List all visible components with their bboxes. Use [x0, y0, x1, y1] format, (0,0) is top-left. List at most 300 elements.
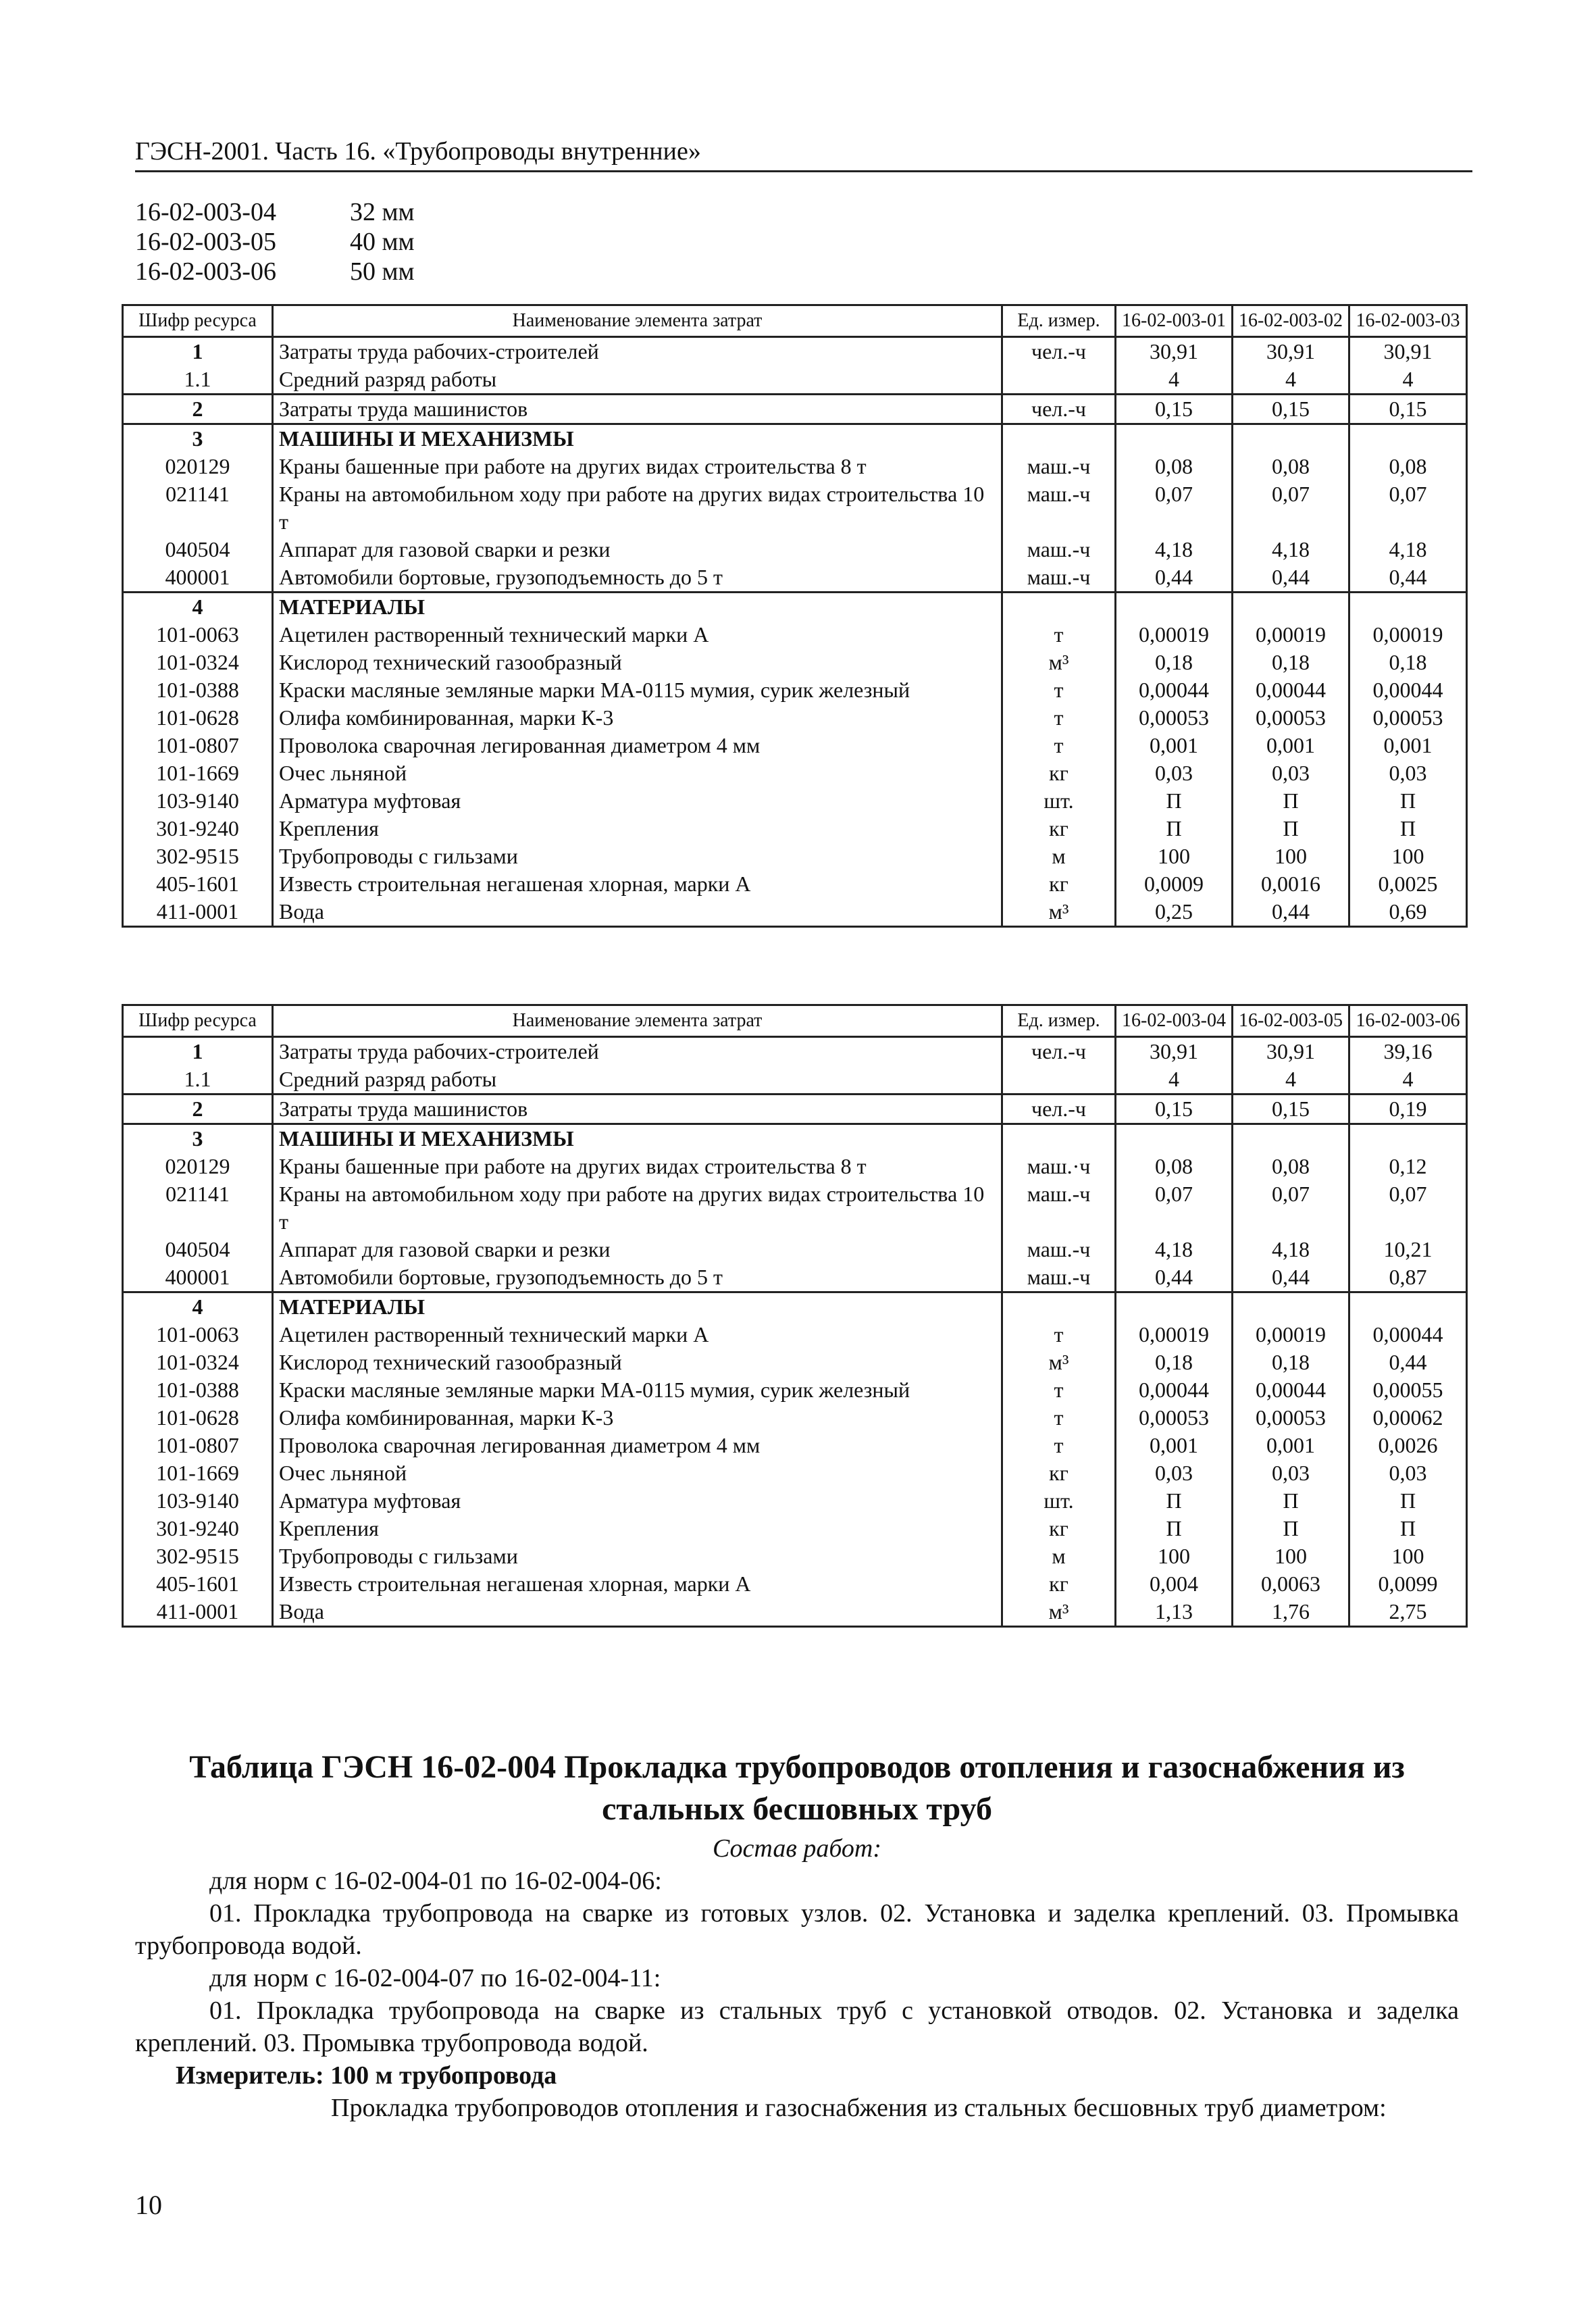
table-row	[123, 759, 1467, 787]
value-cell	[1116, 593, 1233, 622]
resource-name: Кислород технический газообразный	[273, 1349, 1002, 1376]
value-cell: П	[1116, 1487, 1233, 1515]
header-name: Наименование элемента затрат	[273, 1005, 1002, 1037]
value-cell: 0,00019	[1233, 621, 1349, 649]
value-cell: 1,76	[1233, 1598, 1349, 1627]
unit-cell: м³	[1002, 649, 1116, 676]
unit-cell: м³	[1002, 1349, 1116, 1376]
value-cell: 39,16	[1349, 1037, 1467, 1066]
unit-cell: чел.-ч	[1002, 337, 1116, 366]
table-row	[123, 1542, 1467, 1570]
header-norm: 16-02-003-05	[1233, 1005, 1349, 1037]
table-row	[123, 480, 1467, 536]
resource-code: 4	[123, 593, 273, 622]
resource-name: Известь строительная негашеная хлорная, марки А	[273, 870, 1002, 898]
resource-code: 1	[123, 337, 273, 366]
resource-name: Ацетилен растворенный технический марки А	[273, 1321, 1002, 1349]
value-cell: 0,0025	[1349, 870, 1467, 898]
value-cell: 4	[1349, 1065, 1467, 1095]
section-body	[135, 1865, 1459, 2124]
unit-cell: т	[1002, 1432, 1116, 1459]
value-cell: 0,00044	[1233, 676, 1349, 704]
unit-cell: шт.	[1002, 1487, 1116, 1515]
value-cell: 0,03	[1233, 759, 1349, 787]
value-cell: 100	[1116, 1542, 1233, 1570]
table-row	[123, 898, 1467, 927]
value-cell: 0,00044	[1116, 676, 1233, 704]
resource-code: 101-0807	[123, 732, 273, 759]
value-cell: 0,87	[1349, 1263, 1467, 1292]
value-cell: 0,00044	[1116, 1376, 1233, 1404]
value-cell: 0,00053	[1349, 704, 1467, 732]
resource-name: Автомобили бортовые, грузоподъемность до 5 т	[273, 563, 1002, 593]
value-cell: 0,00055	[1349, 1376, 1467, 1404]
resource-code: 411-0001	[123, 1598, 273, 1627]
diameter-item	[135, 257, 415, 286]
unit-cell	[1002, 424, 1116, 453]
resource-code: 1	[123, 1037, 273, 1066]
table-row	[123, 1321, 1467, 1349]
meter-label: Измеритель: 100 м трубопровода	[176, 2061, 557, 2090]
table-row	[123, 1236, 1467, 1263]
table-row	[123, 337, 1467, 366]
value-cell: 0,00044	[1349, 1321, 1467, 1349]
value-cell: 0,08	[1349, 453, 1467, 480]
resource-code: 103-9140	[123, 787, 273, 815]
value-cell: 0,08	[1233, 453, 1349, 480]
resource-code: 302-9515	[123, 842, 273, 870]
value-cell: 100	[1116, 842, 1233, 870]
value-cell: 4	[1233, 366, 1349, 395]
value-cell	[1116, 1292, 1233, 1322]
value-cell: 30,91	[1233, 1037, 1349, 1066]
value-cell: П	[1233, 815, 1349, 842]
table-row	[123, 1180, 1467, 1236]
resource-code: 2	[123, 395, 273, 424]
value-cell	[1116, 1124, 1233, 1153]
work-composition-2: 01. Прокладка трубопровода на сварке из стальных труб с установкой отводов. 02. Установка и заделка креплений. 03. Промывка трубопровода водой.	[135, 1996, 1459, 2057]
page-header: ГЭСН-2001. Часть 16. «Трубопроводы внутренние»	[135, 135, 1472, 172]
unit-cell: маш.-ч	[1002, 536, 1116, 563]
value-cell: 0,08	[1233, 1153, 1349, 1180]
unit-cell: м³	[1002, 1598, 1116, 1627]
table-row	[123, 815, 1467, 842]
value-cell: 2,75	[1349, 1598, 1467, 1627]
resource-code: 302-9515	[123, 1542, 273, 1570]
resource-name: Трубопроводы с гильзами	[273, 842, 1002, 870]
value-cell: 0,44	[1349, 1349, 1467, 1376]
header-unit: Ед. измер.	[1002, 305, 1116, 337]
unit-cell: кг	[1002, 870, 1116, 898]
table-row	[123, 366, 1467, 395]
value-cell: 0,001	[1116, 1432, 1233, 1459]
table-row	[123, 621, 1467, 649]
table-header-row	[123, 1005, 1467, 1037]
value-cell: 30,91	[1233, 337, 1349, 366]
table-row	[123, 536, 1467, 563]
resource-code: 101-0807	[123, 1432, 273, 1459]
value-cell	[1233, 424, 1349, 453]
value-cell: 4,18	[1116, 1236, 1233, 1263]
value-cell	[1349, 424, 1467, 453]
section-title: Таблица ГЭСН 16-02-004 Прокладка трубопроводов отопления и газоснабжения из стальных бесшовных труб	[189, 1749, 1405, 1827]
value-cell: 0,001	[1349, 732, 1467, 759]
value-cell: 0,03	[1116, 759, 1233, 787]
resource-code: 101-0324	[123, 1349, 273, 1376]
value-cell: 1,13	[1116, 1598, 1233, 1627]
value-cell: П	[1349, 787, 1467, 815]
table-row	[123, 453, 1467, 480]
value-cell: 0,69	[1349, 898, 1467, 927]
resource-code: 3	[123, 424, 273, 453]
table-row	[123, 1153, 1467, 1180]
value-cell: 0,00019	[1116, 621, 1233, 649]
table-row	[123, 704, 1467, 732]
resource-name: Ацетилен растворенный технический марки А	[273, 621, 1002, 649]
unit-cell: маш.-ч	[1002, 1263, 1116, 1292]
value-cell: 0,00053	[1116, 1404, 1233, 1432]
diameter-item	[135, 227, 415, 257]
unit-cell: т	[1002, 1321, 1116, 1349]
value-cell: 30,91	[1116, 337, 1233, 366]
unit-cell: чел.-ч	[1002, 395, 1116, 424]
resource-name: МАШИНЫ И МЕХАНИЗМЫ	[273, 1124, 1002, 1153]
unit-cell: т	[1002, 676, 1116, 704]
unit-cell: маш.-ч	[1002, 563, 1116, 593]
table-body	[123, 1037, 1467, 1627]
resource-name: Проволока сварочная легированная диаметром 4 мм	[273, 732, 1002, 759]
table-body	[123, 337, 1467, 927]
table-row	[123, 1095, 1467, 1124]
resource-table-2	[122, 1004, 1468, 1628]
resource-code: 040504	[123, 1236, 273, 1263]
table-row	[123, 870, 1467, 898]
value-cell	[1233, 593, 1349, 622]
value-cell	[1233, 1124, 1349, 1153]
table-row	[123, 1037, 1467, 1066]
value-cell: 4	[1349, 366, 1467, 395]
table-row	[123, 1570, 1467, 1598]
value-cell: 100	[1233, 842, 1349, 870]
value-cell: 0,08	[1116, 453, 1233, 480]
unit-cell: маш.-ч	[1002, 480, 1116, 536]
table-row	[123, 842, 1467, 870]
value-cell: 4	[1116, 1065, 1233, 1095]
table-row	[123, 732, 1467, 759]
table-row	[123, 1376, 1467, 1404]
resource-name: Краны на автомобильном ходу при работе на других видах строительства 10 т	[273, 1180, 1002, 1236]
value-cell: 0,00044	[1349, 676, 1467, 704]
section-row	[123, 1292, 1467, 1322]
header-norm: 16-02-003-02	[1233, 305, 1349, 337]
resource-name: Средний разряд работы	[273, 366, 1002, 395]
value-cell: 0,00062	[1349, 1404, 1467, 1432]
value-cell: 0,07	[1116, 1180, 1233, 1236]
diameter-list	[135, 197, 415, 286]
resource-code: 021141	[123, 480, 273, 536]
resource-name: Вода	[273, 1598, 1002, 1627]
resource-code: 101-0628	[123, 1404, 273, 1432]
table-row	[123, 1459, 1467, 1487]
resource-code: 400001	[123, 1263, 273, 1292]
table-row	[123, 1349, 1467, 1376]
resource-code: 103-9140	[123, 1487, 273, 1515]
table-header-row	[123, 305, 1467, 337]
page-number: 10	[135, 2190, 162, 2220]
value-cell: 4	[1116, 366, 1233, 395]
unit-cell: кг	[1002, 759, 1116, 787]
resource-name: Олифа комбинированная, марки К-3	[273, 1404, 1002, 1432]
resource-name: Краны башенные при работе на других видах строительства 8 т	[273, 1153, 1002, 1180]
resource-code: 020129	[123, 1153, 273, 1180]
unit-cell: т	[1002, 704, 1116, 732]
resource-name: Затраты труда рабочих-строителей	[273, 1037, 1002, 1066]
table-row	[123, 1487, 1467, 1515]
resource-code: 101-0628	[123, 704, 273, 732]
header-norm: 16-02-003-06	[1349, 1005, 1467, 1037]
resource-code: 101-0063	[123, 1321, 273, 1349]
resource-name: Затраты труда рабочих-строителей	[273, 337, 1002, 366]
unit-cell	[1002, 1124, 1116, 1153]
resource-code: 3	[123, 1124, 273, 1153]
resource-name: Кислород технический газообразный	[273, 649, 1002, 676]
diameter-size: 50 мм	[350, 257, 415, 286]
composition-label: Состав работ:	[712, 1834, 882, 1863]
value-cell: 0,18	[1116, 649, 1233, 676]
work-composition-1: 01. Прокладка трубопровода на сварке из готовых узлов. 02. Установка и заделка креплений. 03. Промывка трубопровода водой.	[135, 1899, 1459, 1960]
value-cell: 0,03	[1349, 759, 1467, 787]
value-cell: П	[1349, 815, 1467, 842]
resource-code: 1.1	[123, 1065, 273, 1095]
resource-name: Аппарат для газовой сварки и резки	[273, 1236, 1002, 1263]
resource-name: Проволока сварочная легированная диаметром 4 мм	[273, 1432, 1002, 1459]
value-cell: 0,44	[1116, 563, 1233, 593]
value-cell: 0,44	[1116, 1263, 1233, 1292]
table-row	[123, 395, 1467, 424]
unit-cell: шт.	[1002, 787, 1116, 815]
value-cell: П	[1116, 787, 1233, 815]
value-cell: 100	[1233, 1542, 1349, 1570]
resource-code: 101-0063	[123, 621, 273, 649]
resource-name: Автомобили бортовые, грузоподъемность до 5 т	[273, 1263, 1002, 1292]
value-cell: 0,00053	[1116, 704, 1233, 732]
value-cell: 0,001	[1233, 732, 1349, 759]
value-cell: 0,00053	[1233, 1404, 1349, 1432]
resource-code: 301-9240	[123, 1515, 273, 1542]
value-cell: 0,15	[1233, 1095, 1349, 1124]
value-cell: 0,15	[1116, 395, 1233, 424]
header-code: Шифр ресурса	[123, 1005, 273, 1037]
resource-name: Крепления	[273, 1515, 1002, 1542]
resource-name: Очес льняной	[273, 759, 1002, 787]
resource-name: Краны на автомобильном ходу при работе на других видах строительства 10 т	[273, 480, 1002, 536]
unit-cell: кг	[1002, 1515, 1116, 1542]
unit-cell: маш.-ч	[1002, 1236, 1116, 1263]
norms-range-2: для норм с 16-02-004-07 по 16-02-004-11:	[209, 1964, 661, 1992]
value-cell: 0,44	[1233, 1263, 1349, 1292]
resource-name: МАТЕРИАЛЫ	[273, 1292, 1002, 1322]
value-cell: 4,18	[1349, 536, 1467, 563]
value-cell: 0,001	[1116, 732, 1233, 759]
table-row	[123, 1432, 1467, 1459]
value-cell: 0,03	[1233, 1459, 1349, 1487]
unit-cell	[1002, 593, 1116, 622]
unit-cell: кг	[1002, 815, 1116, 842]
value-cell	[1349, 1292, 1467, 1322]
resource-code: 405-1601	[123, 1570, 273, 1598]
unit-cell: маш.-ч	[1002, 1180, 1116, 1236]
resource-code: 4	[123, 1292, 273, 1322]
resource-code: 400001	[123, 563, 273, 593]
diameter-description: Прокладка трубопроводов отопления и газоснабжения из стальных бесшовных труб диаметром:	[331, 2094, 1387, 2122]
value-cell: 4,18	[1233, 1236, 1349, 1263]
resource-name: Затраты труда машинистов	[273, 395, 1002, 424]
value-cell: 0,0063	[1233, 1570, 1349, 1598]
value-cell: П	[1233, 1487, 1349, 1515]
value-cell: 4,18	[1233, 536, 1349, 563]
resource-name: Крепления	[273, 815, 1002, 842]
resource-code: 040504	[123, 536, 273, 563]
value-cell: П	[1116, 1515, 1233, 1542]
value-cell: 0,25	[1116, 898, 1233, 927]
resource-name: Известь строительная негашеная хлорная, марки А	[273, 1570, 1002, 1598]
header-norm: 16-02-003-03	[1349, 305, 1467, 337]
resource-code: 101-0388	[123, 1376, 273, 1404]
resource-code: 020129	[123, 453, 273, 480]
value-cell: 30,91	[1349, 337, 1467, 366]
value-cell: 0,19	[1349, 1095, 1467, 1124]
value-cell: 100	[1349, 842, 1467, 870]
table-row	[123, 1263, 1467, 1292]
unit-cell: т	[1002, 1404, 1116, 1432]
resource-name: МАШИНЫ И МЕХАНИЗМЫ	[273, 424, 1002, 453]
resource-name: Очес льняной	[273, 1459, 1002, 1487]
value-cell: 10,21	[1349, 1236, 1467, 1263]
unit-cell	[1002, 1292, 1116, 1322]
table-row	[123, 649, 1467, 676]
value-cell: 0,0016	[1233, 870, 1349, 898]
unit-cell: м	[1002, 842, 1116, 870]
diameter-code: 16-02-003-06	[135, 257, 276, 286]
value-cell: 30,91	[1116, 1037, 1233, 1066]
resource-code: 101-1669	[123, 1459, 273, 1487]
resource-code: 101-0324	[123, 649, 273, 676]
resource-code: 021141	[123, 1180, 273, 1236]
value-cell: 0,18	[1233, 1349, 1349, 1376]
section-row	[123, 1124, 1467, 1153]
diameter-code: 16-02-003-05	[135, 228, 276, 256]
norms-range-1: для норм с 16-02-004-01 по 16-02-004-06:	[209, 1867, 662, 1895]
value-cell: 0,0009	[1116, 870, 1233, 898]
resource-code: 2	[123, 1095, 273, 1124]
resource-code: 405-1601	[123, 870, 273, 898]
unit-cell: м	[1002, 1542, 1116, 1570]
table-row	[123, 787, 1467, 815]
unit-cell: кг	[1002, 1459, 1116, 1487]
resource-name: Трубопроводы с гильзами	[273, 1542, 1002, 1570]
table-row	[123, 563, 1467, 593]
value-cell: 0,44	[1233, 898, 1349, 927]
resource-name: Затраты труда машинистов	[273, 1095, 1002, 1124]
value-cell: 0,08	[1116, 1153, 1233, 1180]
table-row	[123, 676, 1467, 704]
value-cell: 0,15	[1349, 395, 1467, 424]
section-row	[123, 593, 1467, 622]
unit-cell: кг	[1002, 1570, 1116, 1598]
value-cell: П	[1233, 1515, 1349, 1542]
value-cell: 0,00053	[1233, 704, 1349, 732]
value-cell: 0,15	[1116, 1095, 1233, 1124]
value-cell: 0,07	[1349, 1180, 1467, 1236]
section-row	[123, 424, 1467, 453]
header-code: Шифр ресурса	[123, 305, 273, 337]
table-row	[123, 1065, 1467, 1095]
value-cell: 0,0026	[1349, 1432, 1467, 1459]
value-cell: 0,18	[1233, 649, 1349, 676]
value-cell: 0,00019	[1233, 1321, 1349, 1349]
value-cell: 0,00044	[1233, 1376, 1349, 1404]
resource-name: Олифа комбинированная, марки К-3	[273, 704, 1002, 732]
value-cell: 0,44	[1233, 563, 1349, 593]
resource-name: МАТЕРИАЛЫ	[273, 593, 1002, 622]
diameter-item	[135, 197, 415, 227]
value-cell: П	[1233, 787, 1349, 815]
header-norm: 16-02-003-01	[1116, 305, 1233, 337]
resource-code: 101-0388	[123, 676, 273, 704]
resource-name: Краски масляные земляные марки МА-0115 мумия, сурик железный	[273, 1376, 1002, 1404]
unit-cell: чел.-ч	[1002, 1095, 1116, 1124]
table-row	[123, 1598, 1467, 1627]
value-cell: 0,004	[1116, 1570, 1233, 1598]
resource-name: Краны башенные при работе на других видах строительства 8 т	[273, 453, 1002, 480]
unit-cell: м³	[1002, 898, 1116, 927]
value-cell: 0,07	[1233, 1180, 1349, 1236]
unit-cell: маш.-ч	[1002, 453, 1116, 480]
resource-name: Средний разряд работы	[273, 1065, 1002, 1095]
header-name: Наименование элемента затрат	[273, 305, 1002, 337]
header-unit: Ед. измер.	[1002, 1005, 1116, 1037]
resource-name: Краски масляные земляные марки МА-0115 мумия, сурик железный	[273, 676, 1002, 704]
unit-cell	[1002, 1065, 1116, 1095]
resource-name: Вода	[273, 898, 1002, 927]
diameter-size: 32 мм	[350, 198, 415, 226]
resource-code: 411-0001	[123, 898, 273, 927]
value-cell: П	[1349, 1487, 1467, 1515]
header-norm: 16-02-003-04	[1116, 1005, 1233, 1037]
value-cell: 0,07	[1349, 480, 1467, 536]
value-cell	[1116, 424, 1233, 453]
value-cell: П	[1116, 815, 1233, 842]
table-row	[123, 1404, 1467, 1432]
unit-cell	[1002, 366, 1116, 395]
value-cell: 0,15	[1233, 395, 1349, 424]
value-cell: 0,44	[1349, 563, 1467, 593]
value-cell	[1349, 593, 1467, 622]
value-cell: 0,07	[1233, 480, 1349, 536]
resource-name: Аппарат для газовой сварки и резки	[273, 536, 1002, 563]
value-cell: 0,12	[1349, 1153, 1467, 1180]
unit-cell: чел.-ч	[1002, 1037, 1116, 1066]
value-cell: 0,07	[1116, 480, 1233, 536]
value-cell: 100	[1349, 1542, 1467, 1570]
resource-name: Арматура муфтовая	[273, 787, 1002, 815]
value-cell: 0,001	[1233, 1432, 1349, 1459]
value-cell: 0,00019	[1116, 1321, 1233, 1349]
value-cell: 0,03	[1116, 1459, 1233, 1487]
unit-cell: т	[1002, 621, 1116, 649]
resource-code: 101-1669	[123, 759, 273, 787]
value-cell: 0,18	[1349, 649, 1467, 676]
